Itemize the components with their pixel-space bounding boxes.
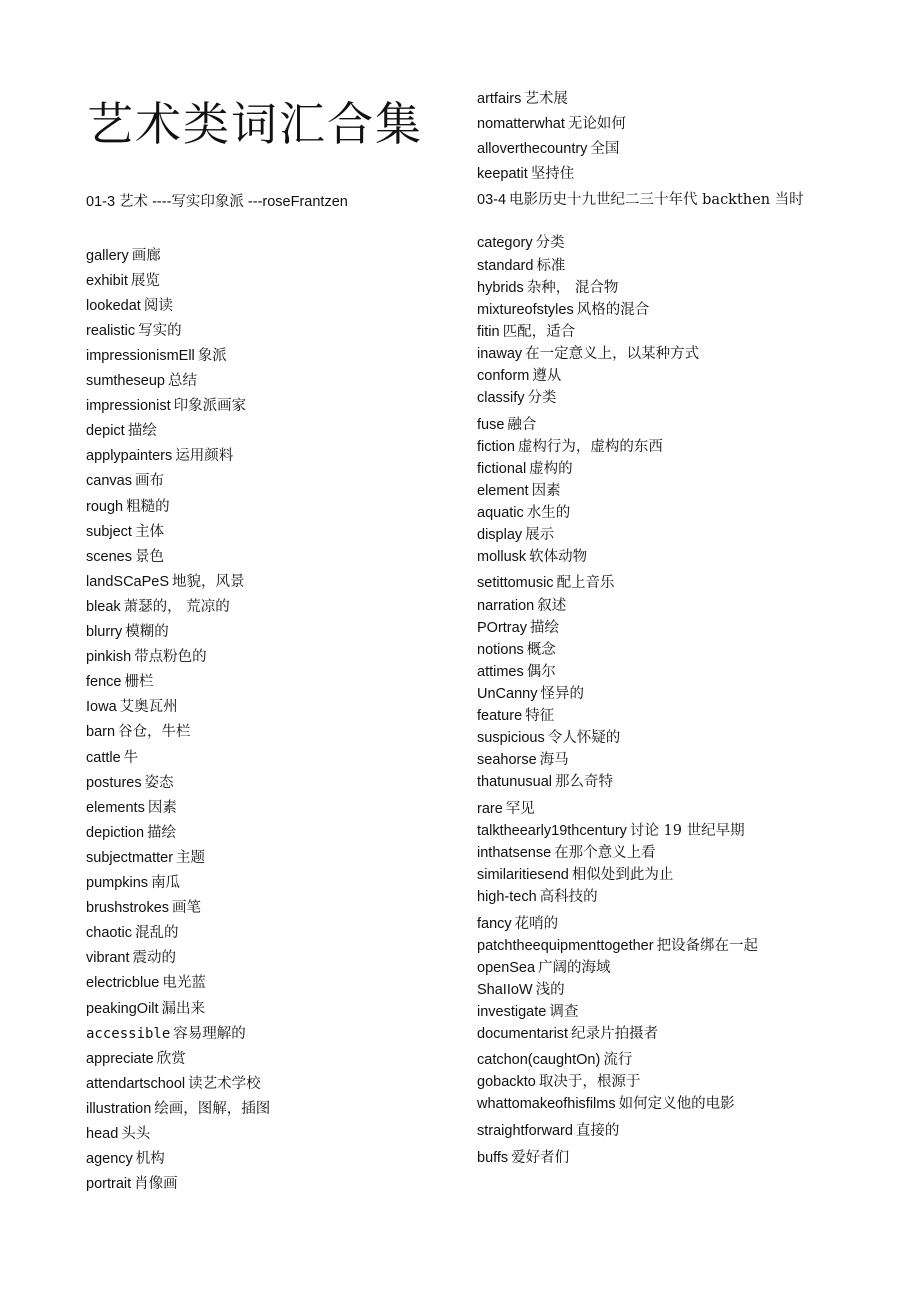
vocab-entry [86, 622, 169, 642]
vocab-term: bleak [86, 599, 121, 615]
vocab-term: impressionismEll [86, 348, 195, 364]
vocab-entry [86, 672, 153, 692]
vocab-term: POrtray [477, 620, 527, 636]
vocab-translation: 遵从 [532, 368, 562, 384]
vocab-term: hybrids [477, 280, 524, 296]
vocab-term: attimes [477, 664, 524, 680]
vocab-term: gallery [86, 248, 129, 264]
vocab-translation: 容易理解的 [173, 1026, 246, 1042]
vocab-entry [86, 1099, 270, 1119]
vocab-entry [477, 256, 565, 276]
vocab-translation: 怪异的 [540, 686, 584, 702]
vocab-translation: 那么奇特 [554, 774, 613, 790]
vocab-term: inaway [477, 346, 523, 362]
vocab-translation: 杂种， 混合物 [526, 280, 619, 296]
vocab-translation: 调查 [549, 1004, 579, 1020]
vocab-entry [477, 662, 556, 682]
vocab-term: setittomusic [477, 575, 554, 591]
vocab-entry [477, 728, 620, 748]
vocab-term: catchon(caughtOn) [477, 1052, 601, 1068]
vocab-entry [86, 246, 161, 266]
vocab-entry [86, 848, 205, 868]
vocab-entry [477, 799, 535, 819]
vocab-entry [477, 366, 561, 386]
vocab-translation: 坚持住 [530, 166, 575, 182]
vocab-entry [477, 958, 611, 978]
vocab-translation: 分类 [527, 390, 557, 406]
vocab-term: UnCanny [477, 686, 538, 702]
vocab-entry [477, 980, 565, 1000]
vocab-translation: 读艺术学校 [188, 1076, 261, 1092]
vocab-entry [86, 1074, 261, 1094]
vocab-term: depict [86, 423, 125, 439]
vocab-term: notions [477, 642, 524, 658]
vocab-entry [477, 164, 574, 184]
vocab-translation: 谷仓，牛栏 [118, 724, 191, 740]
vocab-translation: 写实的 [138, 323, 182, 339]
vocab-term: exhibit [86, 273, 128, 289]
vocab-translation: 爱好者们 [511, 1150, 570, 1166]
vocab-entry [86, 722, 191, 742]
vocab-entry [86, 522, 164, 542]
vocab-translation: 主体 [134, 524, 164, 540]
vocab-translation: 画笔 [172, 900, 202, 916]
vocab-term: fancy [477, 916, 512, 932]
vocab-term: fiction [477, 439, 515, 455]
vocab-translation: 分类 [535, 235, 565, 251]
vocab-translation: 景色 [134, 549, 164, 565]
section-heading: 01-3 艺术 ----写实印象派 ---roseFrantzen [86, 194, 348, 210]
vocab-term: straightforward [477, 1123, 573, 1139]
vocab-translation: 令人怀疑的 [547, 730, 621, 746]
vocab-translation: 在那个意义上看 [554, 845, 656, 861]
vocab-term: peakingOilt [86, 1001, 159, 1017]
vocab-entry [477, 322, 575, 342]
vocab-translation: 电影历史十九世纪二三十年代 backthen 当时 [509, 192, 804, 208]
vocab-entry [477, 573, 615, 593]
vocab-entry [86, 973, 206, 993]
vocab-entry [477, 684, 584, 704]
vocab-term: accessible [86, 1026, 171, 1042]
vocab-translation: 配上音乐 [556, 575, 615, 591]
vocab-term: keepatit [477, 166, 528, 182]
vocab-entry [477, 865, 673, 885]
vocab-entry [477, 843, 656, 863]
vocab-entry [86, 1174, 178, 1194]
vocab-translation: 画廊 [131, 248, 161, 264]
vocab-translation: 机构 [135, 1151, 165, 1167]
vocab-translation: 浅的 [535, 982, 565, 998]
vocab-entry [477, 481, 561, 501]
vocab-entry [477, 706, 554, 726]
vocab-translation: 风格的混合 [576, 302, 650, 318]
vocab-translation: 罕见 [505, 801, 535, 817]
vocab-term: aquatic [477, 505, 524, 521]
vocab-translation: 艾奥瓦州 [119, 699, 178, 715]
vocab-entry [86, 572, 245, 592]
vocab-translation: 牛 [123, 750, 139, 766]
vocab-translation: 萧瑟的， 荒凉的 [123, 599, 230, 615]
vocab-translation: 如何定义他的电影 [618, 1096, 735, 1112]
vocab-translation: 标准 [536, 258, 566, 274]
vocab-term: fictional [477, 461, 527, 477]
vocab-entry [86, 697, 178, 717]
vocab-entry [477, 1024, 658, 1044]
vocab-entry [86, 748, 138, 768]
vocab-translation: 叙述 [537, 598, 567, 614]
vocab-term: patchtheequipmenttogether [477, 938, 654, 954]
vocab-translation: 头头 [121, 1126, 151, 1142]
vocab-entry [86, 446, 233, 466]
vocab-term: impressionist [86, 398, 171, 414]
vocab-term: appreciate [86, 1051, 154, 1067]
vocab-term: pumpkins [86, 875, 149, 891]
vocab-entry [477, 821, 745, 841]
vocab-entry [86, 999, 205, 1019]
vocab-entry [477, 547, 587, 567]
vocab-term: nomatterwhat [477, 116, 565, 132]
vocab-entry [86, 371, 197, 391]
vocab-entry [477, 139, 619, 159]
vocab-translation: 无论如何 [567, 116, 626, 132]
vocab-translation: 因素 [531, 483, 561, 499]
vocab-entry [477, 618, 559, 638]
vocab-term: standard [477, 258, 534, 274]
vocab-entry [86, 798, 177, 818]
vocab-entry [86, 1124, 150, 1144]
vocab-translation: 特征 [525, 708, 555, 724]
vocab-term: realistic [86, 323, 136, 339]
vocab-translation: 姿态 [144, 775, 174, 791]
vocab-term: gobackto [477, 1074, 536, 1090]
vocab-translation: 水生的 [526, 505, 571, 521]
vocab-entry [86, 296, 173, 316]
vocab-entry [86, 597, 230, 617]
vocab-translation: 主题 [176, 850, 206, 866]
vocab-term: canvas [86, 473, 132, 489]
vocab-translation: 花哨的 [514, 916, 559, 932]
vocab-translation: 艺术展 [524, 91, 568, 107]
vocab-term: openSea [477, 960, 536, 976]
vocab-term: seahorse [477, 752, 537, 768]
vocab-entry [86, 547, 164, 567]
vocab-entry [477, 437, 663, 457]
vocab-entry [86, 271, 160, 291]
vocab-term: classify [477, 390, 525, 406]
vocab-translation: 把设备绑在一起 [656, 938, 759, 954]
vocab-term: mixtureofstyles [477, 302, 574, 318]
vocab-translation: 印象派画家 [173, 398, 247, 414]
vocab-entry [477, 1072, 640, 1092]
vocab-term: similaritiesend [477, 867, 569, 883]
vocab-translation: 融合 [507, 417, 537, 433]
vocab-entry [477, 887, 598, 907]
vocab-term: high-tech [477, 889, 537, 905]
vocab-entry [86, 873, 180, 893]
vocab-entry [86, 421, 157, 441]
vocab-term: inthatsense [477, 845, 552, 861]
vocab-translation: 高科技的 [539, 889, 598, 905]
vocab-entry [477, 233, 565, 253]
vocab-entry [86, 898, 201, 918]
vocab-translation: 讨论 19 世纪早期 [629, 823, 745, 839]
vocab-translation: 广阔的海域 [538, 960, 611, 976]
vocab-translation: 地貌，风景 [172, 574, 245, 590]
vocab-term: talktheearly19thcentury [477, 823, 627, 839]
vocab-term: depiction [86, 825, 145, 841]
vocab-term: sumtheseup [86, 373, 165, 389]
vocab-translation: 象派 [197, 348, 227, 364]
vocab-entry [477, 914, 558, 934]
vocab-entry [477, 1121, 619, 1141]
vocab-translation: 在一定意义上，以某种方式 [525, 346, 700, 362]
vocab-entry [477, 1002, 578, 1022]
vocab-entry [477, 388, 557, 408]
vocab-translation: 流行 [603, 1052, 633, 1068]
vocab-term: head [86, 1126, 119, 1142]
vocab-translation: 模糊的 [125, 624, 169, 640]
vocab-term: pinkish [86, 649, 132, 665]
vocab-term: alloverthecountry [477, 141, 588, 157]
vocab-translation: 漏出来 [161, 1001, 206, 1017]
vocab-term: fitin [477, 324, 500, 340]
vocab-entry [86, 948, 176, 968]
vocab-term: chaotic [86, 925, 132, 941]
vocab-term: display [477, 527, 523, 543]
vocab-term: subject [86, 524, 132, 540]
vocab-term: attendartschool [86, 1076, 186, 1092]
vocab-entry [86, 471, 164, 491]
vocab-translation: 肖像画 [134, 1176, 178, 1192]
vocab-translation: 虚构行为，虚构的东西 [517, 439, 663, 455]
vocab-term: documentarist [477, 1026, 569, 1042]
vocab-entry [86, 1149, 165, 1169]
vocab-translation: 运用颜料 [175, 448, 234, 464]
vocab-entry [86, 773, 174, 793]
vocab-translation: 粗糙的 [126, 499, 170, 515]
vocab-translation: 混乱的 [134, 925, 179, 941]
vocab-translation: 描绘 [147, 825, 177, 841]
vocab-translation: 带点粉色的 [134, 649, 207, 665]
vocab-entry [86, 321, 182, 341]
vocab-translation: 直接的 [575, 1123, 620, 1139]
vocab-entry [477, 1094, 735, 1114]
vocab-translation: 展示 [525, 527, 555, 543]
vocab-term: lookedat [86, 298, 141, 314]
vocab-term: elements [86, 800, 145, 816]
vocab-entry [477, 772, 613, 792]
vocab-term: investigate [477, 1004, 547, 1020]
vocab-term: brushstrokes [86, 900, 170, 916]
vocab-term: blurry [86, 624, 123, 640]
vocab-term: fence [86, 674, 122, 690]
vocab-term: buffs [477, 1150, 509, 1166]
vocab-entry [477, 640, 556, 660]
vocab-entry [86, 647, 207, 667]
vocab-translation: 栅栏 [124, 674, 154, 690]
vocab-entry [477, 278, 618, 298]
vocab-translation: 欣赏 [156, 1051, 186, 1067]
vocab-translation: 虚构的 [529, 461, 573, 477]
vocab-entry [86, 497, 170, 517]
vocab-term: portrait [86, 1176, 132, 1192]
vocab-term: conform [477, 368, 530, 384]
vocab-translation: 纪录片拍摄者 [571, 1026, 659, 1042]
vocab-translation: 取决于，根源于 [538, 1074, 641, 1090]
vocab-term: element [477, 483, 529, 499]
vocab-term: mollusk [477, 549, 527, 565]
vocab-translation: 偶尔 [526, 664, 556, 680]
vocab-entry [477, 344, 699, 364]
vocab-translation: 震动的 [132, 950, 177, 966]
vocab-entry [477, 300, 649, 320]
vocab-term: Iowa [86, 699, 117, 715]
vocab-entry [477, 750, 569, 770]
vocab-term: scenes [86, 549, 132, 565]
vocab-term: illustration [86, 1101, 152, 1117]
vocab-term: fuse [477, 417, 505, 433]
vocab-term: landSCaPeS [86, 574, 170, 590]
vocab-translation: 展览 [130, 273, 160, 289]
vocab-translation: 总结 [168, 373, 197, 389]
vocab-translation: 相似处到此为止 [571, 867, 674, 883]
vocab-entry [477, 89, 568, 109]
vocab-term: category [477, 235, 533, 251]
vocab-entry [477, 459, 573, 479]
vocab-translation: 匹配，适合 [502, 324, 576, 340]
vocab-entry [86, 396, 246, 416]
vocab-translation: 电光蓝 [162, 975, 206, 991]
vocab-term: postures [86, 775, 142, 791]
vocab-term: 03-4 [477, 192, 507, 208]
vocab-translation: 全国 [590, 141, 620, 157]
vocab-translation: 描绘 [127, 423, 157, 439]
vocab-translation: 绘画，图解，插图 [154, 1101, 271, 1117]
vocab-translation: 南瓜 [151, 875, 181, 891]
vocab-translation: 因素 [147, 800, 177, 816]
vocab-translation: 画布 [134, 473, 164, 489]
vocab-term: whattomakeofhisfilms [477, 1096, 616, 1112]
vocab-term: ShaIIoW [477, 982, 533, 998]
vocab-translation: 海马 [539, 752, 569, 768]
vocab-term: applypainters [86, 448, 173, 464]
vocab-entry [477, 415, 536, 435]
vocab-entry [477, 596, 566, 616]
vocab-term: barn [86, 724, 116, 740]
vocab-term: rare [477, 801, 503, 817]
vocab-translation: 描绘 [529, 620, 559, 636]
vocab-entry [477, 936, 758, 956]
vocab-term: thatunusual [477, 774, 552, 790]
vocab-entry [477, 114, 626, 134]
vocab-entry [477, 503, 570, 523]
vocab-term: feature [477, 708, 523, 724]
vocab-term: narration [477, 598, 535, 614]
vocab-term: suspicious [477, 730, 545, 746]
vocab-entry [477, 525, 554, 545]
vocab-term: vibrant [86, 950, 130, 966]
vocab-term: artfairs [477, 91, 522, 107]
vocab-translation: 软体动物 [529, 549, 588, 565]
vocab-term: subjectmatter [86, 850, 174, 866]
page-title: 艺术类词汇合集 [87, 97, 423, 151]
vocab-translation: 概念 [526, 642, 556, 658]
vocab-entry [86, 1024, 246, 1044]
vocab-term: agency [86, 1151, 133, 1167]
vocab-term: rough [86, 499, 124, 515]
vocab-entry [86, 823, 176, 843]
vocab-entry [86, 923, 178, 943]
vocab-entry [477, 1050, 632, 1070]
vocab-term: electricblue [86, 975, 160, 991]
vocab-entry [86, 346, 227, 366]
vocab-entry [86, 1049, 186, 1069]
vocab-entry [477, 190, 827, 210]
vocab-translation: 阅读 [143, 298, 173, 314]
vocab-entry [477, 1148, 569, 1168]
vocab-term: cattle [86, 750, 121, 766]
